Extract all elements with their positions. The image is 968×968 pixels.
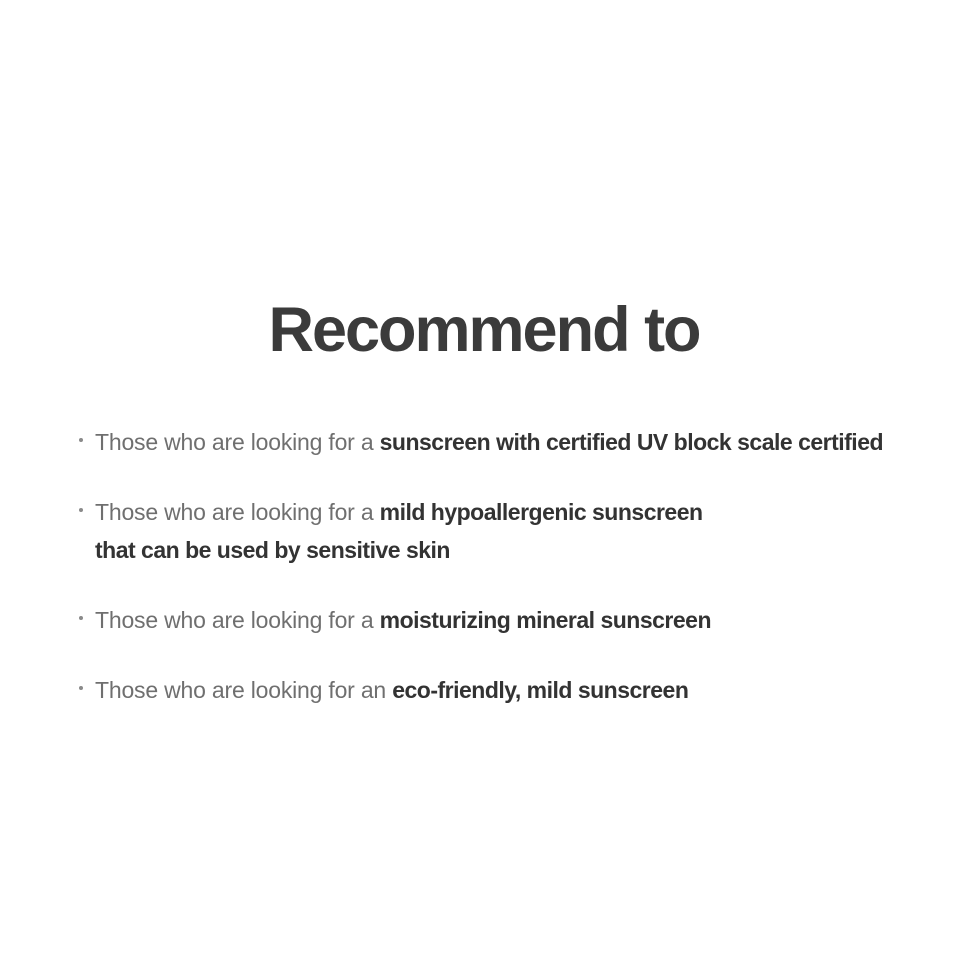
bullet-text-emphasis: moisturizing mineral sunscreen <box>379 607 711 633</box>
list-item <box>78 423 928 461</box>
bullet-dot-icon <box>79 508 83 512</box>
bullet-dot-icon <box>79 686 83 690</box>
bullet-text-light: Those who are looking for a <box>95 607 380 633</box>
recommend-list <box>0 423 968 741</box>
bullet-text-emphasis: eco-friendly, mild sunscreen <box>392 677 689 703</box>
bullet-text-light: Those who are looking for an <box>95 677 393 703</box>
bullet-text-light: Those who are looking for a <box>95 499 380 525</box>
list-item <box>78 601 928 639</box>
bullet-text-emphasis: sunscreen with certified UV block scale certified <box>379 429 884 455</box>
bullet-text-emphasis-line2: that can be used by sensitive skin <box>95 537 450 563</box>
bullet-dot-icon <box>79 438 83 442</box>
list-item <box>78 671 928 709</box>
page-title: Recommend to <box>268 295 700 366</box>
bullet-text-light: Those who are looking for a <box>95 429 380 455</box>
list-item <box>78 493 928 569</box>
bullet-dot-icon <box>79 616 83 620</box>
bullet-text-emphasis: mild hypoallergenic sunscreen <box>379 499 703 525</box>
